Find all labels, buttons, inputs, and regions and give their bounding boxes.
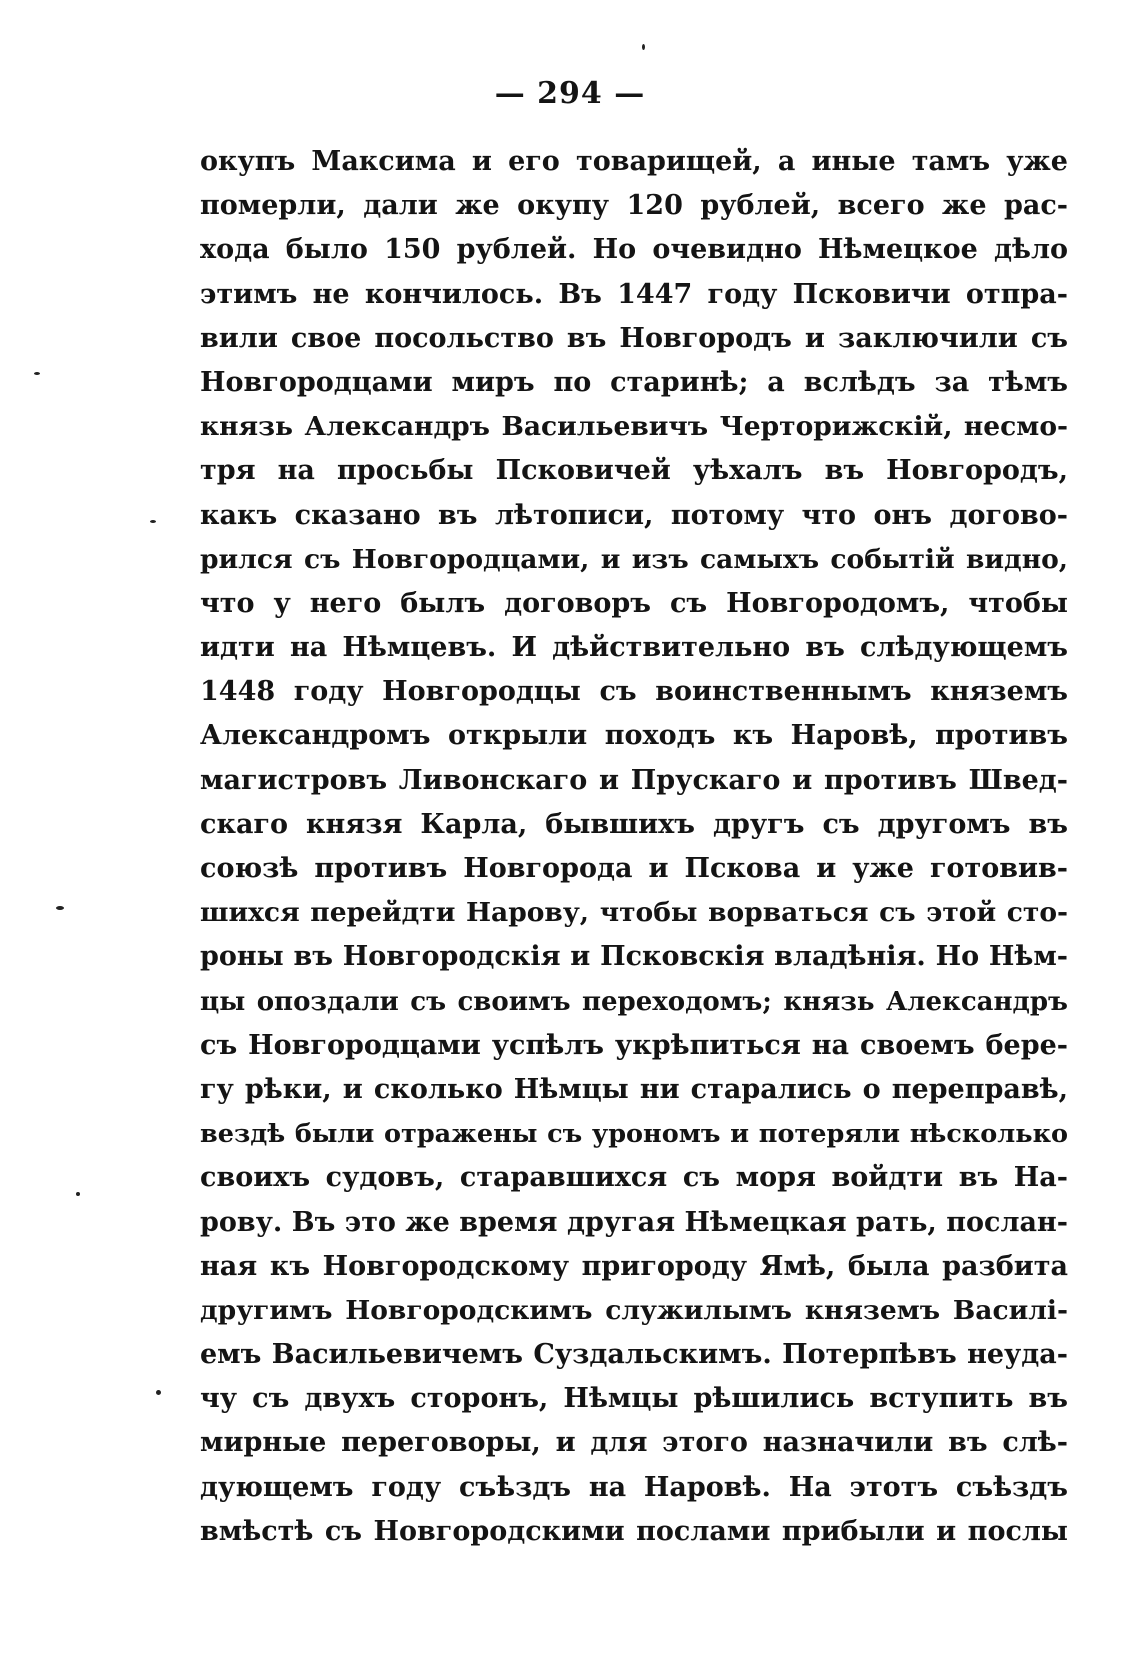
- text-line: магистровъ Ливонскаго и Прускаго и противъ Швед-: [200, 764, 1068, 796]
- text-line: мирные переговоры, и для этого назначили въ слѣ-: [200, 1427, 1068, 1459]
- text-line: цы опоздали съ своимъ переходомъ; князь Александръ: [200, 986, 1068, 1017]
- text-line: чу съ двухъ сторонъ, Нѣмцы рѣшились вступить въ: [200, 1383, 1068, 1415]
- scan-speck: [76, 1192, 80, 1196]
- text-line: князь Александръ Васильевичъ Черторижскій, несмо-: [200, 411, 1068, 443]
- scan-speck: [642, 44, 645, 50]
- text-line: померли, дали же окупу 120 рублей, всего же рас-: [200, 190, 1068, 222]
- text-line: тря на просьбы Псковичей уѣхалъ въ Новгородъ,: [200, 455, 1068, 487]
- scan-speck: [150, 520, 156, 523]
- text-line: дующемъ году съѣздъ на Наровѣ. На этотъ съѣздъ: [200, 1471, 1068, 1503]
- text-line: роны въ Новгородскія и Псковскія владѣнія. Но Нѣм-: [200, 941, 1068, 973]
- text-line: вездѣ были отражены съ урономъ и потеряли нѣсколько: [200, 1119, 1068, 1150]
- text-line: своихъ судовъ, старавшихся съ моря войдти въ На-: [200, 1162, 1068, 1194]
- text-line: союзѣ противъ Новгорода и Пскова и уже готовив-: [200, 853, 1068, 884]
- text-line: ная къ Новгородскому пригороду Ямѣ, была разбита: [200, 1250, 1068, 1282]
- body-text: [200, 140, 1068, 1554]
- scan-speck: [56, 906, 64, 910]
- scan-speck: [34, 372, 40, 375]
- text-line: съ Новгородцами успѣлъ укрѣпиться на своемъ бере-: [200, 1029, 1068, 1061]
- text-line: Александромъ открыли походъ къ Наровѣ, противъ: [200, 720, 1068, 752]
- text-line: рову. Въ это же время другая Нѣмецкая рать, послан-: [200, 1206, 1068, 1238]
- scan-speck: [156, 1390, 161, 1395]
- text-line: шихся перейдти Нарову, чтобы ворваться съ этой сто-: [200, 897, 1068, 929]
- text-line: емъ Васильевичемъ Суздальскимъ. Потерпѣвъ неуда-: [200, 1339, 1068, 1371]
- text-line: какъ сказано въ лѣтописи, потому что онъ догово-: [200, 499, 1068, 531]
- text-line: что у него былъ договоръ съ Новгородомъ, чтобы: [200, 587, 1068, 619]
- text-line: скаго князя Карла, бывшихъ другъ съ другомъ въ: [200, 808, 1068, 840]
- text-line: Новгородцами миръ по старинѣ; а вслѣдъ за тѣмъ: [200, 366, 1068, 398]
- page-number: — 294 —: [494, 76, 646, 111]
- text-line: 1448 году Новгородцы съ воинственнымъ княземъ: [200, 676, 1068, 708]
- text-line: другимъ Новгородскимъ служилымъ княземъ Василі-: [200, 1294, 1068, 1326]
- text-line: идти на Нѣмцевъ. И дѣйствительно въ слѣдующемъ: [200, 632, 1068, 664]
- text-line: вили свое посольство въ Новгородъ и заключили съ: [200, 322, 1068, 354]
- text-line: рился съ Новгородцами, и изъ самыхъ событій видно,: [200, 543, 1068, 575]
- text-line: этимъ не кончилось. Въ 1447 году Псковичи отпра-: [200, 278, 1068, 310]
- text-line: вмѣстѣ съ Новгородскими послами прибыли и послы: [200, 1515, 1068, 1547]
- text-line: гу рѣки, и сколько Нѣмцы ни старались о переправѣ,: [200, 1073, 1068, 1105]
- text-line: окупъ Максима и его товарищей, а иные тамъ уже: [200, 146, 1068, 177]
- text-line: хода было 150 рублей. Но очевидно Нѣмецкое дѣло: [200, 234, 1068, 266]
